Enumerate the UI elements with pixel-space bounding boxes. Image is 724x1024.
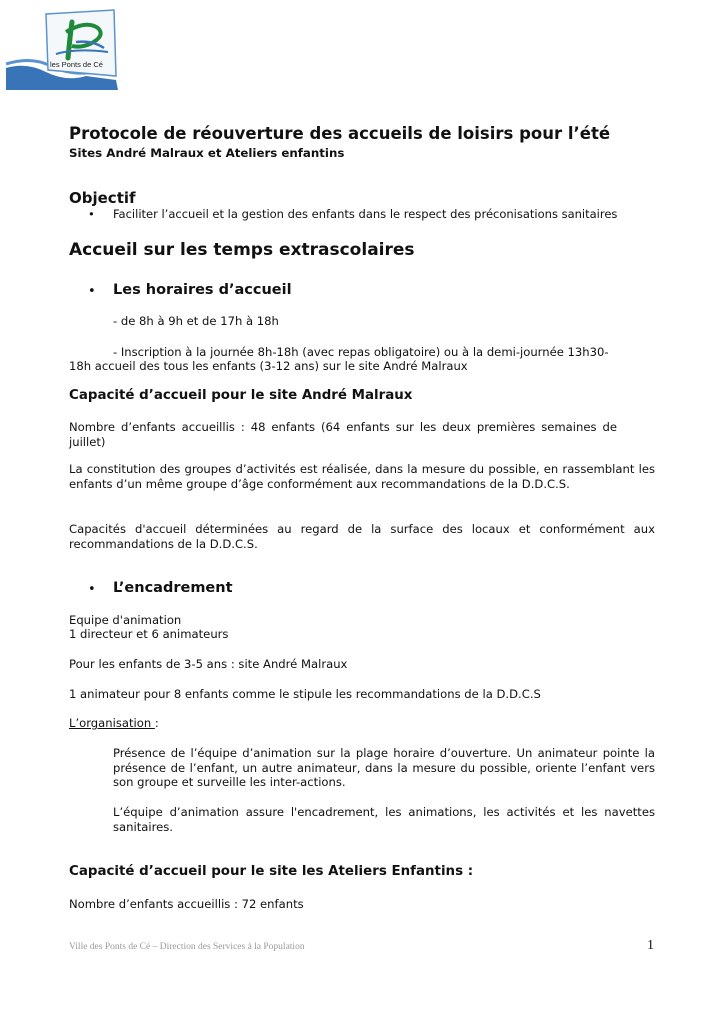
equipe-line-1: Equipe d'animation: [69, 613, 182, 627]
organisation-label-text: L’organisation: [69, 716, 155, 730]
horaires-line-1: - de 8h à 9h et de 17h à 18h: [113, 314, 279, 328]
horaires-heading: Les horaires d’accueil: [113, 282, 292, 298]
ateliers-paragraph-1: Nombre d’enfants accueillis : 72 enfants: [69, 897, 304, 911]
objectif-item: Faciliter l’accueil et la gestion des enfants dans le respect des préconisations sanitaires: [113, 207, 618, 221]
malraux-paragraph-3: Capacités d'accueil déterminées au regard de la surface des locaux et conformément aux recommandations de la D.D.C.S.: [69, 522, 655, 551]
enfants-line: Pour les enfants de 3-5 ans : site André Malraux: [69, 657, 348, 671]
malraux-paragraph-2: La constitution des groupes d’activités est réalisée, dans la mesure du possible, en rassemblant les enfants d’un même groupe d’âge conformément aux recommandations de la D.D.C.S.: [69, 462, 655, 491]
malraux-paragraph-1: Nombre d’enfants accueillis : 48 enfants (64 enfants sur les deux premières semaines de juillet): [69, 420, 617, 449]
malraux-heading: Capacité d’accueil pour le site André Malraux: [69, 388, 413, 403]
logo-text: les Ponts de Cé: [50, 60, 103, 69]
bullet-icon: •: [88, 582, 96, 597]
horaires-line-2a: - Inscription à la journée 8h-18h (avec repas obligatoire) ou à la demi-journée 13h30-: [113, 345, 609, 359]
page-number: 1: [647, 938, 654, 953]
document-title: Protocole de réouverture des accueils de loisirs pour l’été: [69, 124, 611, 143]
logo-flag-icon: [6, 6, 120, 90]
ateliers-heading: Capacité d’accueil pour le site les Ateliers Enfantins :: [69, 864, 474, 879]
document-subtitle: Sites André Malraux et Ateliers enfantins: [69, 146, 345, 160]
objectif-heading: Objectif: [69, 189, 136, 207]
encadrement-heading: L’encadrement: [113, 580, 233, 596]
page-footer: Ville des Ponts de Cé – Direction des Services à la Population: [69, 942, 305, 952]
organisation-colon: :: [154, 716, 159, 730]
city-logo: [6, 6, 120, 90]
accueil-heading: Accueil sur les temps extrascolaires: [69, 240, 415, 260]
organisation-paragraph-1: Présence de l’équipe d’animation sur la plage horaire d’ouverture. Un animateur pointe la présence de l’enfant, un autre animateur, dans la mesure du possible, oriente l’enfant vers son groupe et surveille les inter-actions.: [113, 746, 655, 790]
horaires-line-2b: 18h accueil des tous les enfants (3-12 ans) sur le site André Malraux: [69, 359, 468, 373]
bullet-icon: •: [88, 284, 96, 299]
equipe-line-2: 1 directeur et 6 animateurs: [69, 627, 229, 641]
organisation-paragraph-2: L’équipe d’animation assure l'encadrement, les animations, les activités et les navettes sanitaires.: [113, 805, 655, 834]
bullet-icon: •: [88, 207, 95, 221]
ratio-line: 1 animateur pour 8 enfants comme le stipule les recommandations de la D.D.C.S: [69, 687, 541, 701]
organisation-label: [69, 716, 159, 730]
